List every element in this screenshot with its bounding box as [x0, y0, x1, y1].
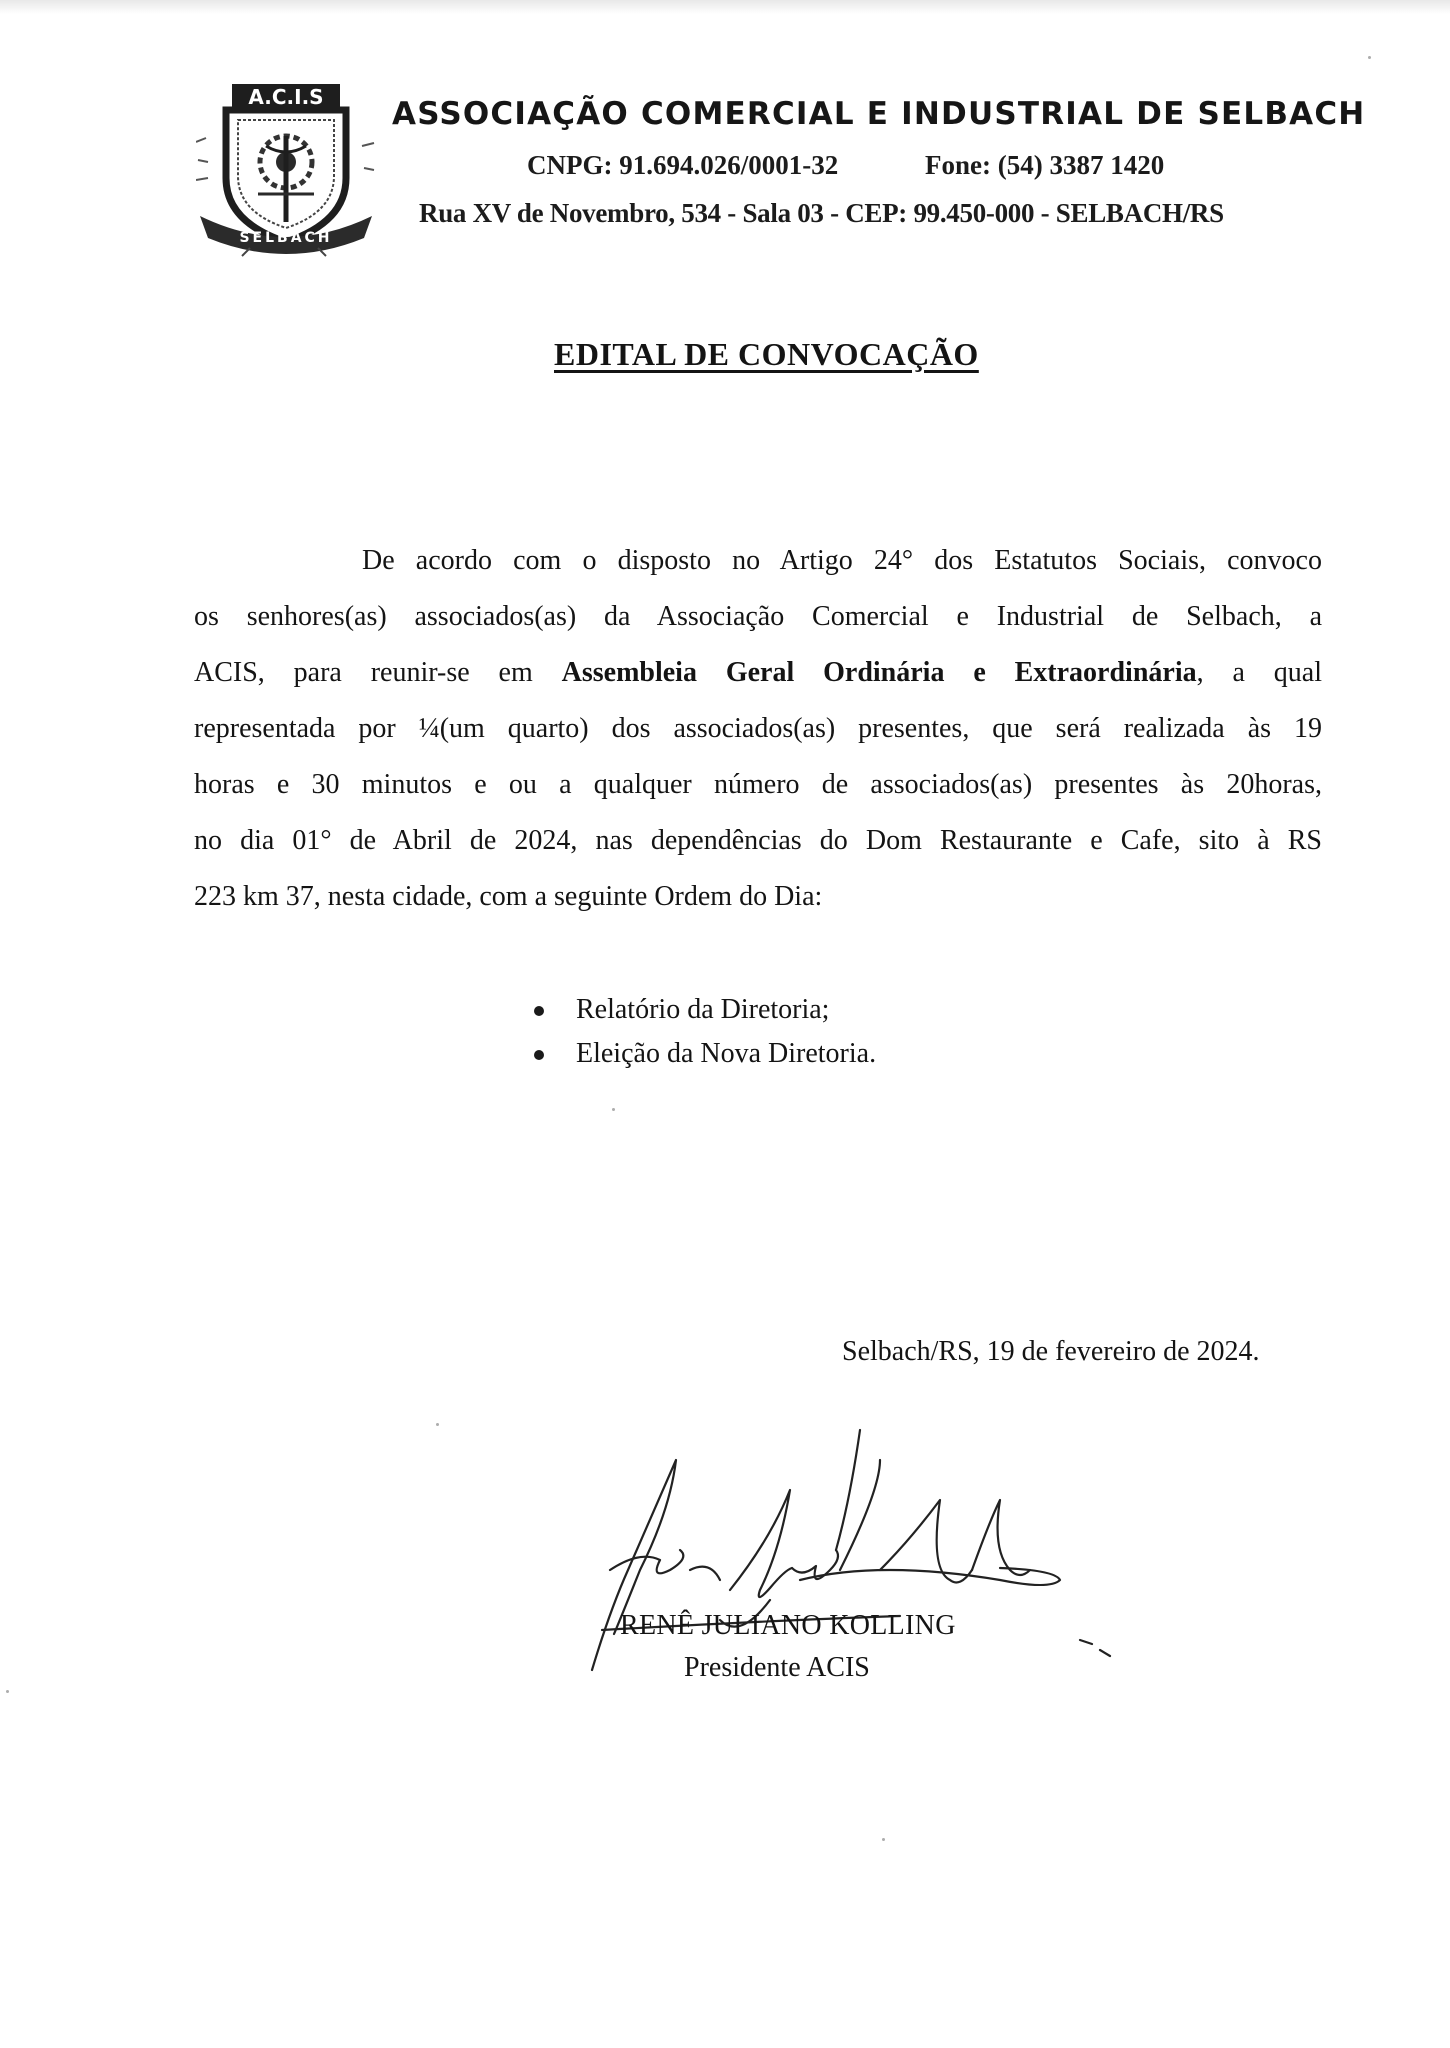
scan-speck [612, 1108, 615, 1111]
agenda-list [534, 988, 876, 1076]
phone: Fone: (54) 3387 1420 [925, 150, 1165, 180]
signatory-name: RENÊ JULIANO KOLLING [620, 1610, 956, 1641]
agenda-item-label: Eleição da Nova Diretoria. [576, 1038, 877, 1069]
acis-logo-icon [196, 82, 376, 258]
body-line-3-post: , a qual [1196, 657, 1322, 688]
scan-speck [436, 1423, 439, 1426]
scan-speck [882, 1838, 885, 1841]
scan-speck [1368, 56, 1371, 59]
body-line-5: horas e 30 minutos e ou a qualquer número de associados(as) presentes às 20horas, [194, 769, 1322, 800]
bullet-icon [534, 1050, 544, 1060]
place-date: Selbach/RS, 19 de fevereiro de 2024. [842, 1336, 1260, 1367]
scan-edge-shadow [0, 0, 1450, 14]
logo-text: A.C.I.S [248, 85, 324, 109]
body-line-3 [194, 657, 1322, 689]
body-line-7: 223 km 37, nesta cidade, com a seguinte Ordem do Dia: [194, 881, 823, 912]
signatory-role: Presidente ACIS [684, 1652, 870, 1683]
logo-ribbon-text: SELBACH [239, 230, 333, 246]
body-line-1: De acordo com o disposto no Artigo 24° dos Estatutos Sociais, convoco [362, 545, 1322, 576]
cnpj: CNPG: 91.694.026/0001-32 [527, 150, 839, 180]
scan-speck [6, 1690, 9, 1693]
address: Rua XV de Novembro, 534 - Sala 03 - CEP: 99.450-000 - SELBACH/RS [419, 198, 1224, 228]
body-line-4: representada por ¼(um quarto) dos associados(as) presentes, que será realizada às 19 [194, 713, 1322, 744]
list-item [534, 1032, 876, 1076]
body-line-6: no dia 01° de Abril de 2024, nas dependências do Dom Restaurante e Cafe, sito à RS [194, 825, 1322, 856]
document-title: EDITAL DE CONVOCAÇÃO [554, 336, 979, 372]
body-line-2: os senhores(as) associados(as) da Associação Comercial e Industrial de Selbach, a [194, 601, 1322, 632]
bullet-icon [534, 1006, 544, 1016]
meeting-type: Assembleia Geral Ordinária e Extraordinária [561, 657, 1197, 688]
list-item [534, 988, 876, 1032]
body-line-3-pre: ACIS, para reunir-se em [194, 657, 562, 688]
agenda-item-label: Relatório da Diretoria; [576, 994, 830, 1025]
org-name: ASSOCIAÇÃO COMERCIAL E INDUSTRIAL DE SELBACH [392, 96, 1366, 132]
